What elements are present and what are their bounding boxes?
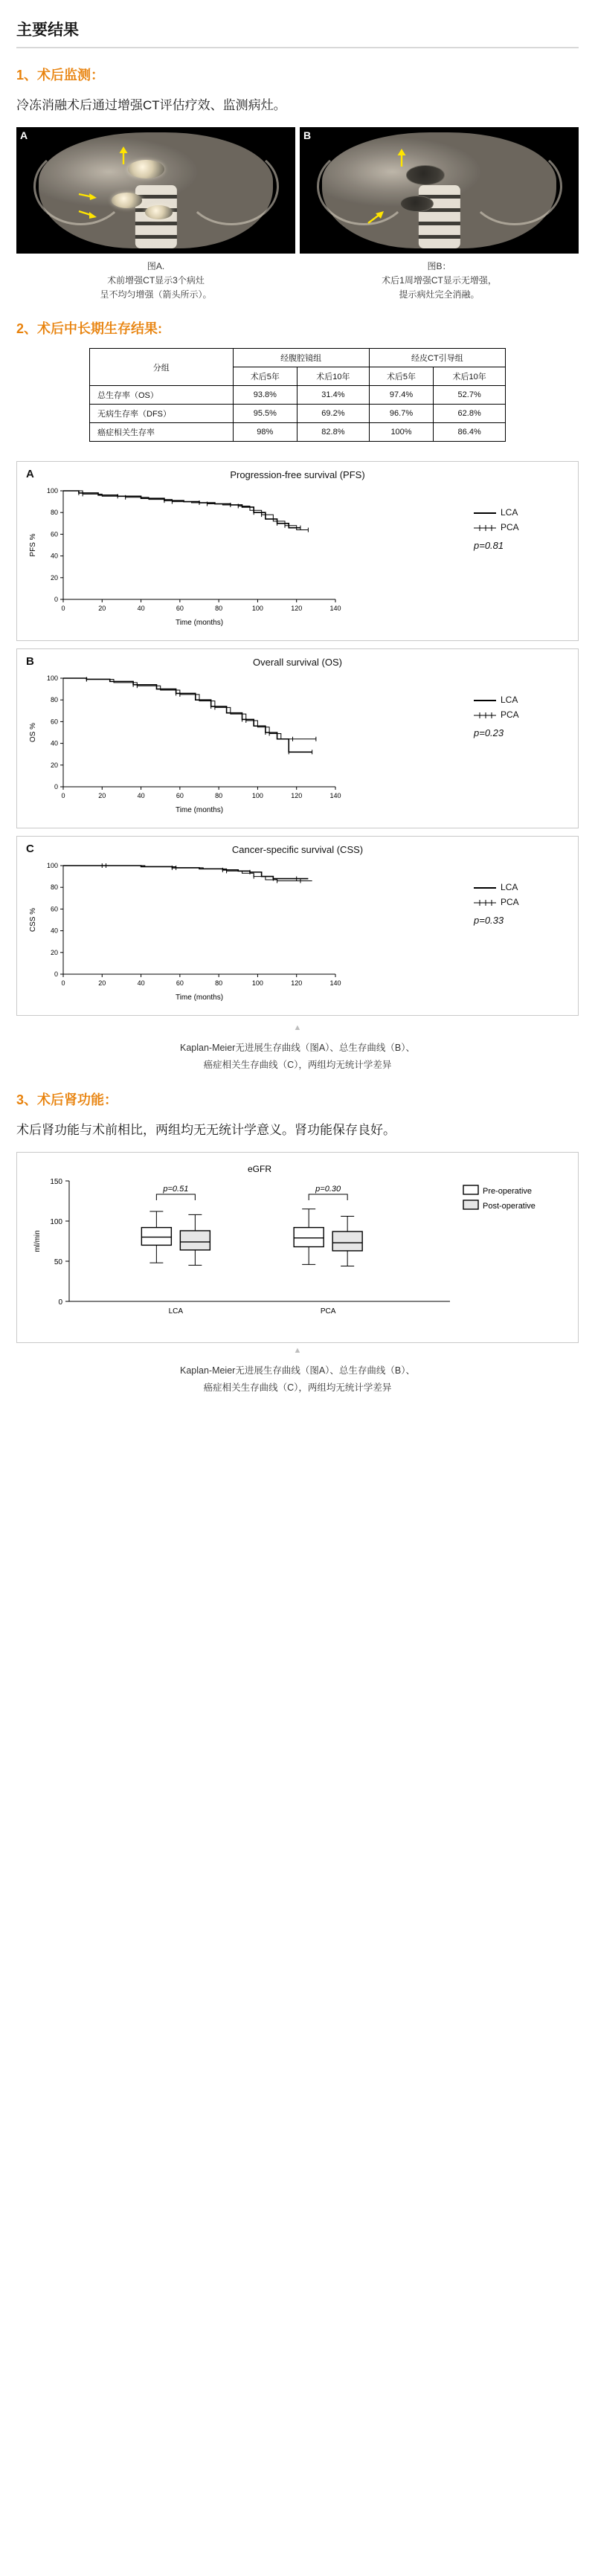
- section-paragraph-renal: 术后肾功能与术前相比，两组均无无统计学意义。肾功能保存良好。: [16, 1123, 396, 1138]
- svg-text:20: 20: [50, 949, 58, 957]
- svg-text:60: 60: [176, 979, 184, 988]
- svg-text:140: 140: [329, 605, 341, 613]
- svg-text:120: 120: [291, 792, 303, 800]
- legend-label-lca: LCA: [501, 507, 518, 518]
- legend-key-pca: [474, 898, 496, 907]
- ct-caption-b-line1: 图B：: [427, 260, 451, 271]
- svg-text:0: 0: [61, 605, 65, 613]
- ct-scan-image-a: [16, 127, 295, 254]
- svg-text:CSS %: CSS %: [29, 908, 37, 933]
- plot-pfs: [26, 482, 474, 634]
- svg-text:40: 40: [50, 552, 58, 560]
- section-paragraph-monitoring: 冷冻消融术后通过增强CT评估疗效、监测病灶。: [16, 98, 286, 112]
- ct-panel-letter-b: B: [303, 129, 312, 141]
- table-subheader-pct-5y: 术后5年: [369, 367, 434, 386]
- legend-key-lca: [474, 696, 496, 704]
- ct-caption-b-line2: 术后1周增强CT显示无增强，: [382, 274, 497, 286]
- chart-pvalue-css: p=0.33: [474, 915, 504, 927]
- ct-caption-b-line3: 提示病灶完全消融。: [399, 289, 480, 300]
- chart-title-css: Cancer-specific survival (CSS): [231, 844, 364, 856]
- chart-pvalue-os: p=0.23: [474, 727, 504, 739]
- legend-item-pca: [474, 897, 569, 907]
- table-cell: 62.8%: [434, 405, 506, 423]
- svg-text:20: 20: [98, 792, 106, 800]
- svg-text:80: 80: [50, 883, 58, 892]
- table-cell: 52.7%: [434, 386, 506, 405]
- table-cell: 69.2%: [298, 405, 370, 423]
- svg-text:100: 100: [46, 487, 58, 495]
- chart-panel-letter-a: A: [26, 468, 34, 481]
- egfr-figure-caption: [16, 1362, 579, 1396]
- svg-text:40: 40: [137, 792, 145, 800]
- table-group-header-pct: 经皮CT引导组: [369, 349, 505, 367]
- egfr-caption-line2: 癌症相关生存曲线（C），两组均无统计学差异: [203, 1382, 392, 1393]
- svg-text:Pre-operative: Pre-operative: [483, 1187, 533, 1197]
- svg-text:140: 140: [329, 979, 341, 988]
- km-plot-svg-os: [26, 669, 346, 818]
- svg-text:eGFR: eGFR: [247, 1164, 272, 1175]
- chart-pvalue-pfs: p=0.81: [474, 540, 504, 552]
- svg-text:80: 80: [215, 792, 223, 800]
- chart-card-pfs: [16, 461, 579, 641]
- svg-text:80: 80: [50, 696, 58, 704]
- ct-figure: [16, 127, 579, 303]
- svg-text:20: 20: [50, 574, 58, 582]
- legend-item-lca: [474, 507, 569, 518]
- svg-text:100: 100: [46, 862, 58, 870]
- svg-text:Time (months): Time (months): [175, 806, 224, 815]
- table-row-label-dfs: 无病生存率（DFS）: [90, 405, 234, 423]
- chart-legend-pfs: [474, 482, 569, 634]
- svg-text:60: 60: [176, 792, 184, 800]
- svg-text:100: 100: [50, 1218, 62, 1227]
- table-row-label-os: 总生存率（OS）: [90, 386, 234, 405]
- table-row: [90, 405, 506, 423]
- svg-text:0: 0: [58, 1298, 62, 1307]
- svg-text:100: 100: [46, 674, 58, 683]
- ct-caption-a: [16, 260, 295, 303]
- table-cell: 97.4%: [369, 386, 434, 405]
- annotation-arrow-a3: [78, 205, 97, 222]
- svg-text:p=0.51: p=0.51: [163, 1185, 189, 1194]
- svg-text:120: 120: [291, 979, 303, 988]
- table-subheader-pct-10y: 术后10年: [434, 367, 506, 386]
- svg-text:20: 20: [98, 605, 106, 613]
- legend-label-pca: PCA: [501, 522, 519, 533]
- svg-text:ml/min: ml/min: [33, 1230, 42, 1252]
- km-plot-svg-pfs: [26, 482, 346, 631]
- legend-key-lca: [474, 509, 496, 517]
- legend-label-lca: LCA: [501, 695, 518, 706]
- chart-legend-os: [474, 669, 569, 822]
- km-caption-line1: Kaplan-Meier无进展生存曲线（图A）、总生存曲线（B）、: [179, 1043, 416, 1054]
- chart-panel-letter-c: C: [26, 843, 34, 856]
- table-cell: 100%: [369, 423, 434, 442]
- ct-caption-b: [300, 260, 579, 303]
- svg-text:100: 100: [251, 605, 263, 613]
- section-heading-monitoring: 1、术后监测：: [16, 68, 105, 83]
- table-subheader-lap-5y: 术后5年: [233, 367, 298, 386]
- legend-label-pca: PCA: [501, 897, 519, 908]
- chart-title-os: Overall survival (OS): [253, 657, 342, 669]
- svg-text:60: 60: [176, 605, 184, 613]
- table-cell: 93.8%: [233, 386, 298, 405]
- legend-key-pca: [474, 524, 496, 532]
- table-cell: 95.5%: [233, 405, 298, 423]
- egfr-caption-line1: Kaplan-Meier无进展生存曲线（图A）、总生存曲线（B）、: [179, 1365, 416, 1376]
- chart-legend-css: [474, 857, 569, 1009]
- svg-text:0: 0: [54, 596, 58, 604]
- table-row: [90, 386, 506, 405]
- legend-key-lca: [474, 883, 496, 892]
- egfr-box-plot-svg: [26, 1160, 576, 1331]
- legend-item-lca: [474, 882, 569, 892]
- ct-image-panel-b: [300, 127, 579, 254]
- chart-panel-letter-b: B: [26, 655, 34, 669]
- svg-text:p=0.30: p=0.30: [315, 1185, 341, 1194]
- svg-text:50: 50: [54, 1258, 62, 1267]
- table-cell: 82.8%: [298, 423, 370, 442]
- svg-text:Time (months): Time (months): [175, 994, 224, 1002]
- svg-text:PCA: PCA: [320, 1307, 336, 1316]
- svg-text:PFS %: PFS %: [29, 533, 37, 557]
- chart-card-egfr: [16, 1152, 579, 1343]
- table-cell: 96.7%: [369, 405, 434, 423]
- svg-text:80: 80: [215, 605, 223, 613]
- svg-text:40: 40: [137, 979, 145, 988]
- legend-item-lca: [474, 695, 569, 705]
- svg-text:40: 40: [137, 605, 145, 613]
- annotation-arrow-a2: [78, 185, 97, 202]
- svg-text:120: 120: [291, 605, 303, 613]
- legend-label-pca: PCA: [501, 709, 519, 721]
- svg-text:LCA: LCA: [168, 1307, 184, 1316]
- legend-item-pca: [474, 522, 569, 532]
- svg-text:0: 0: [61, 979, 65, 988]
- table-cell: 86.4%: [434, 423, 506, 442]
- svg-text:OS %: OS %: [29, 723, 37, 743]
- ct-caption-a-line2: 术前增强CT显示3个病灶: [107, 274, 205, 286]
- legend-key-pca: [474, 711, 496, 719]
- svg-text:60: 60: [50, 718, 58, 726]
- table-row: [90, 423, 506, 442]
- svg-text:60: 60: [50, 905, 58, 913]
- chart-card-os: [16, 648, 579, 828]
- ct-caption-a-line1: 图A.: [147, 260, 165, 271]
- svg-text:40: 40: [50, 927, 58, 935]
- svg-text:140: 140: [329, 792, 341, 800]
- survival-results-table: [89, 348, 506, 442]
- legend-label-lca: LCA: [501, 882, 518, 893]
- svg-text:20: 20: [98, 979, 106, 988]
- table-cell: 31.4%: [298, 386, 370, 405]
- survival-table-wrapper: [16, 348, 579, 442]
- collapse-caret-icon[interactable]: ▲: [293, 1023, 302, 1033]
- svg-text:0: 0: [61, 792, 65, 800]
- table-subheader-lap-10y: 术后10年: [298, 367, 370, 386]
- table-row-label-css: 癌症相关生存率: [90, 423, 234, 442]
- table-cell: 98%: [233, 423, 298, 442]
- svg-text:0: 0: [54, 783, 58, 791]
- plot-css: [26, 857, 474, 1009]
- ct-caption-a-line3: 呈不均匀增强（箭头所示）。: [100, 289, 212, 300]
- plot-os: [26, 669, 474, 822]
- svg-text:Post-operative: Post-operative: [483, 1202, 536, 1211]
- svg-text:80: 80: [50, 509, 58, 517]
- legend-item-pca: [474, 709, 569, 720]
- km-plot-svg-css: [26, 857, 346, 1005]
- annotation-arrow-b2: [367, 208, 386, 226]
- svg-text:100: 100: [251, 792, 263, 800]
- svg-text:80: 80: [215, 979, 223, 988]
- section-heading-survival: 2、术后中长期生存结果:: [16, 321, 163, 337]
- page-title: 主要结果: [16, 18, 579, 48]
- chart-card-css: [16, 836, 579, 1016]
- ct-panel-letter-a: A: [20, 129, 28, 141]
- section-heading-renal: 3、术后肾功能：: [16, 1092, 118, 1108]
- annotation-arrow-a1: [117, 145, 130, 164]
- ct-image-panel-a: [16, 127, 295, 254]
- svg-text:150: 150: [50, 1178, 62, 1187]
- km-caption-line2: 癌症相关生存曲线（C），两组均无统计学差异: [203, 1059, 392, 1070]
- svg-text:40: 40: [50, 739, 58, 747]
- svg-text:100: 100: [251, 979, 263, 988]
- collapse-caret-icon-2[interactable]: ▲: [293, 1346, 302, 1356]
- annotation-arrow-b1: [395, 147, 408, 167]
- svg-text:60: 60: [50, 530, 58, 538]
- table-group-header-lap: 经腹腔镜组: [233, 349, 369, 367]
- svg-text:0: 0: [54, 970, 58, 979]
- svg-text:20: 20: [50, 761, 58, 770]
- svg-text:Time (months): Time (months): [175, 619, 224, 628]
- table-corner-label: 分组: [90, 349, 234, 386]
- km-figure-caption: [16, 1040, 579, 1073]
- chart-title-pfs: Progression-free survival (PFS): [230, 469, 365, 481]
- ct-scan-image-b: [300, 127, 579, 254]
